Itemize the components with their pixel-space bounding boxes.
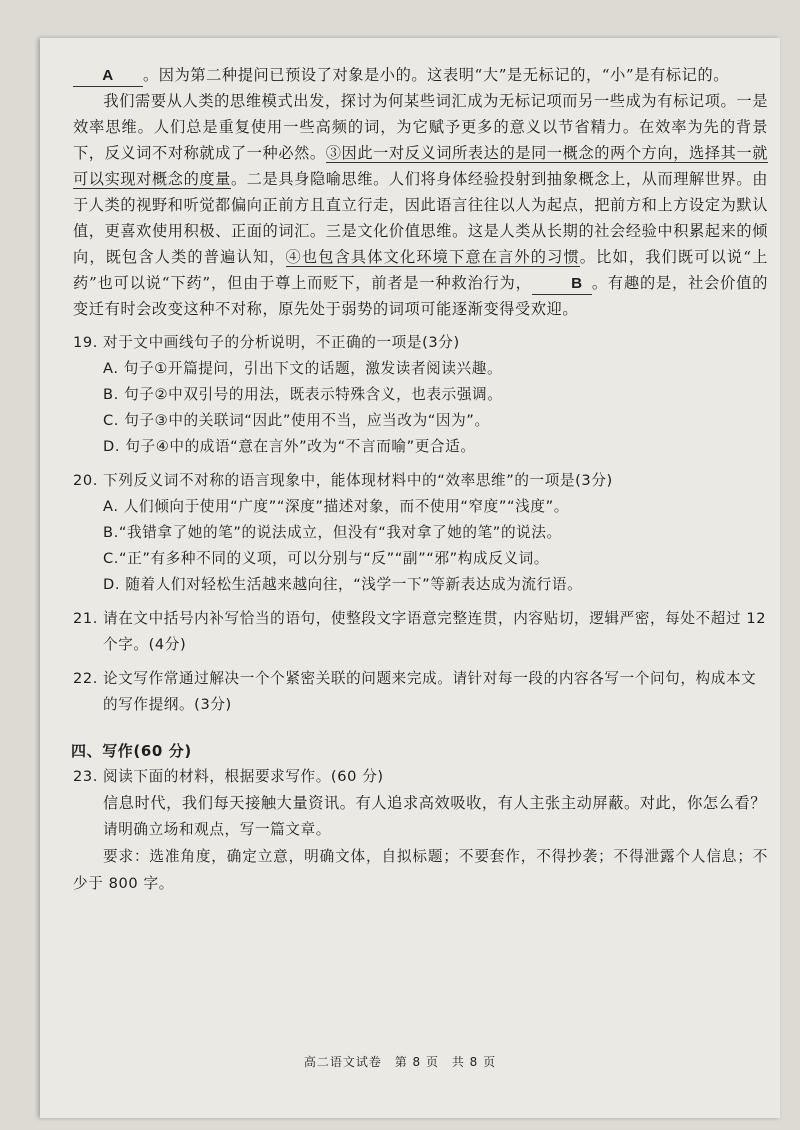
question-text: 请在文中括号内补写恰当的语句，使整段文字语意完整连贯，内容贴切，逻辑严密，每处不超过 12 个字。(4分) — [103, 610, 767, 653]
question-20 — [73, 468, 768, 598]
passage-paragraph-1 — [73, 62, 768, 88]
passage-text: 我们需要从人类的思维模式出发，探讨为何某些词汇成为无标记项而另一些成为有标记项。一是效率思维。人们总是重复使用一些高频的词，为它赋予更多的意义以节省精力。在效率为先的背景下，反义词不对称就成了一种必然。 — [73, 92, 768, 162]
question-text: 论文写作常通过解决一个个紧密关联的问题来完成。请针对每一段的内容各写一个问句，构成本文的写作提纲。(3分) — [103, 670, 757, 713]
blank-b: B — [532, 274, 592, 295]
question-number: 20. — [73, 472, 99, 489]
writing-requirement: 要求：选准角度，确定立意，明确文体，自拟标题；不要套作，不得抄袭；不得泄露个人信息；不少于 800 字。 — [73, 848, 768, 892]
question-number: 19. — [73, 334, 99, 351]
question-21 — [73, 606, 768, 658]
question-text: 阅读下面的材料，根据要求写作。(60 分) — [103, 768, 384, 785]
question-number: 21. — [73, 610, 99, 627]
question-text: 下列反义词不对称的语言现象中，能体现材料中的“效率思维”的一项是(3分) — [103, 472, 613, 489]
writing-material: 信息时代，我们每天接触大量资讯。有人追求高效吸收，有人主张主动屏蔽。对此，你怎么看？ — [103, 794, 767, 812]
footer-total-pages: 共 8 页 — [451, 1055, 497, 1069]
question-number: 23. — [73, 768, 99, 785]
passage-text: 。二是具身隐喻思维。人们将身体经验投射到抽象概念上，从而理解世界。由于人类的视野和听觉都偏向正前方且直立行走，因此语言往往以人为起点，把前方和上方设定为默认值，更喜欢使用积极、正面的词汇。三是文化价值思维。这是人类从长期的社会经验中积累起来的倾向，既包含人类的普遍认知， — [73, 170, 769, 266]
question-19-stem — [73, 330, 768, 356]
question-20-stem — [73, 468, 768, 494]
section-writing-heading: 四、写作(60 分) — [71, 742, 192, 760]
writing-instruction: 请明确立场和观点，写一篇文章。 — [103, 821, 331, 838]
footer-title: 高二语文试卷 — [303, 1055, 382, 1069]
option-b: B. 句子②中双引号的用法，既表示特殊含义，也表示强调。 — [103, 386, 503, 403]
question-text: 对于文中画线句子的分析说明，不正确的一项是(3分) — [103, 334, 460, 351]
option-d: D. 随着人们对轻松生活越来越向往，“浅学一下”等新表达成为流行语。 — [103, 576, 583, 593]
question-number: 22. — [73, 670, 99, 687]
option-c: C.“正”有多种不同的义项，可以分别与“反”“副”“邪”构成反义词。 — [103, 550, 549, 567]
page-content — [73, 62, 768, 897]
option-a: A. 人们倾向于使用“广度”“深度”描述对象，而不使用“窄度”“浅度”。 — [103, 498, 569, 515]
question-23 — [73, 764, 768, 897]
footer-page-number: 第 8 页 — [394, 1055, 439, 1069]
passage-paragraph-2 — [73, 88, 768, 322]
option-b: B.“我错拿了她的笔”的说法成立，但没有“我对拿了她的笔”的说法。 — [103, 524, 562, 541]
option-a: A. 句子①开篇提问，引出下文的话题，激发读者阅读兴趣。 — [103, 360, 503, 377]
question-19 — [73, 330, 768, 460]
blank-a: A — [73, 66, 143, 87]
question-22 — [73, 666, 768, 718]
underlined-sentence-4: ④也包含具体文化环境下意在言外的习惯 — [285, 248, 580, 266]
passage-text: 。因为第二种提问已预设了对象是小的。这表明“大”是无标记的，“小”是有标记的。 — [143, 66, 730, 84]
option-c: C. 句子③中的关联词“因此”使用不当，应当改为“因为”。 — [103, 412, 490, 429]
passage-text: 。比如，我们既可以说“上药”也可以说“下药”，但由于尊上而贬下，前者是一种救治行为， — [73, 248, 768, 292]
underlined-sentence-3: ③因此一对反义词所表达的是同一概念的两个方向，选择其一就可以实现对概念的度量 — [73, 144, 768, 188]
option-d: D. 句子④中的成语“意在言外”改为“不言而喻”更合适。 — [103, 438, 476, 455]
page-footer — [0, 1053, 800, 1070]
question-23-stem — [73, 764, 768, 790]
passage-text: 。有趣的是，社会价值的变迁有时会改变这种不对称，原先处于弱势的词项可能逐渐变得受欢迎。 — [73, 274, 768, 318]
